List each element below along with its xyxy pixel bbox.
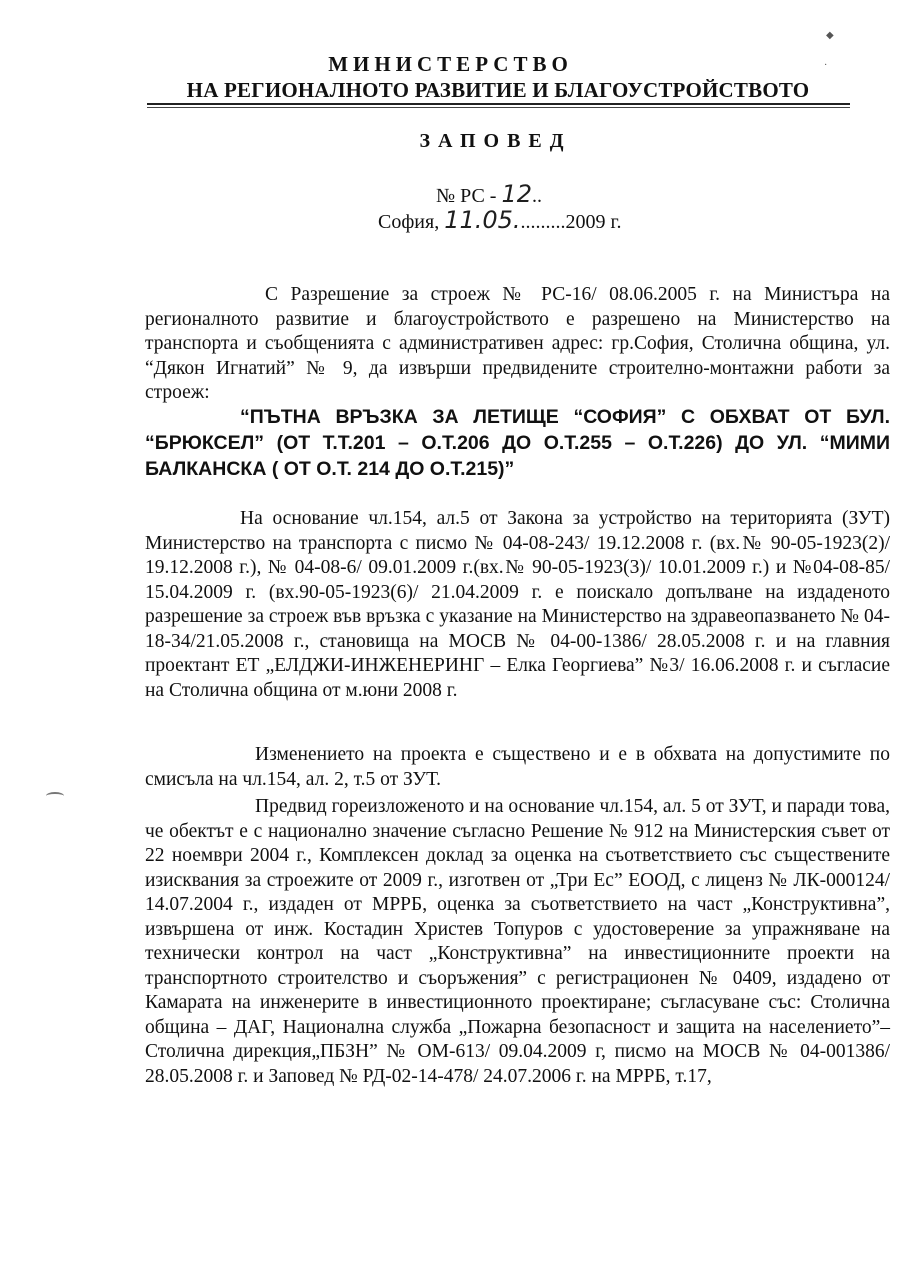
- paragraph-change: Изменението на проекта е съществено и е в обхвата на допустимите по смисъла на чл.154, ал. 2, т.5 от ЗУТ.: [145, 744, 890, 790]
- scan-speck: ·: [824, 60, 828, 71]
- order-number: [436, 180, 542, 208]
- order-date-handwritten: 11.05.: [444, 206, 521, 234]
- order-date-suffix: 2009 г.: [565, 211, 622, 233]
- order-date-prefix: София,: [378, 211, 440, 233]
- header-rule: [147, 103, 850, 105]
- paragraph-permit: С Разрешение за строеж № РС-16/ 08.06.2005 г. на Министъра на регионалното развитие и благоустройството е разрешено на Министерство на транспорта и съобщенията с административен адрес: гр.София, Столична община, ул. “Дякон Игнатий” № 9, да извърши предвидените строително-монтажни работи за строеж:: [145, 284, 890, 403]
- project-title: “ПЪТНА ВРЪЗКА ЗА ЛЕТИЩЕ “СОФИЯ” С ОБХВАТ ОТ БУЛ. “БРЮКСЕЛ” (ОТ Т.Т.201 – О.Т.206 ДО О.Т.255 – О.Т.226) ДО УЛ. “МИМИ БАЛКАНСКА ( ОТ О.Т. 214 ДО О.Т.215)”: [145, 406, 890, 480]
- dots: .........: [520, 211, 566, 233]
- order-title: ЗАПОВЕД: [419, 130, 572, 152]
- paragraph-basis: На основание чл.154, ал.5 от Закона за устройство на територията (ЗУТ) Министерство на транспорта с писмо № 04-08-243/ 19.12.2008 г. (вх.№ 90-05-1923(2)/ 19.12.2008 г.), № 04-08-6/ 09.01.2009 г.(вх.№ 90-05-1923(3)/ 10.01.2009 г.) и №04-08-85/ 15.04.2009 г. (вх.90-05-1923(6)/ 21.04.2009 г. е поискало допълване на издаденото разрешение за строеж във връзка с указание на Министерство на здравеопазването № 04-18-34/21.05.2008 г., становища на МОСВ № 04-00-1386/ 28.05.2008 г. и на главния проектант ЕТ „ЕЛДЖИ-ИНЖЕНЕРИНГ – Елка Георгиева” №3/ 16.06.2008 г. и съгласие на Столична община от м.юни 2008 г.: [145, 508, 890, 701]
- order-date: [378, 206, 622, 234]
- order-number-prefix: № РС -: [436, 185, 497, 207]
- paragraph-considering: Предвид гореизложеното и на основание чл.154, ал. 5 от ЗУТ, и паради това, че обектът е с национално значение съгласно Решение № 912 на Министерския съвет от 22 ноември 2004 г., Комплексен доклад за оценка на съответствието със съществените изисквания за строежите от 2009 г., изготвен от „Три Ес” ЕООД, с лиценз № ЛК-000124/ 14.07.2004 г., издаден от МРРБ, оценка за съответствието на част „Конструктивна”, извършена от инж. Костадин Христев Топуров с удостоверение за упражняване на технически контрол на част „Конструктивна” на инвестиционните проекти на транспортното строителство и съоръжения” с регистрационен № 0409, издадено от Камарата на инженерите в инвестиционното проектиране; съгласуване със: Столична община – ДАГ, Национална служба „Пожарна безопасност и защита на населението”–Столична дирекция„ПБЗН” № ОМ-613/ 09.04.2009 г, писмо на МОСВ № 04-001386/ 28.05.2008 г. и Заповед № РД-02-14-478/ 24.07.2006 г. на МРРБ, т.17,: [145, 796, 891, 1087]
- ministry-name-line-1: МИНИСТЕРСТВО: [328, 52, 573, 76]
- ministry-name-line-2: НА РЕГИОНАЛНОТО РАЗВИТИЕ И БЛАГОУСТРОЙСТВОТО: [186, 78, 810, 102]
- scan-speck: ◆: [826, 30, 834, 41]
- order-number-handwritten: 12: [501, 180, 532, 208]
- scan-edge-mark: [46, 792, 64, 800]
- dots: ..: [532, 185, 542, 207]
- header-rule-thin: [147, 107, 850, 108]
